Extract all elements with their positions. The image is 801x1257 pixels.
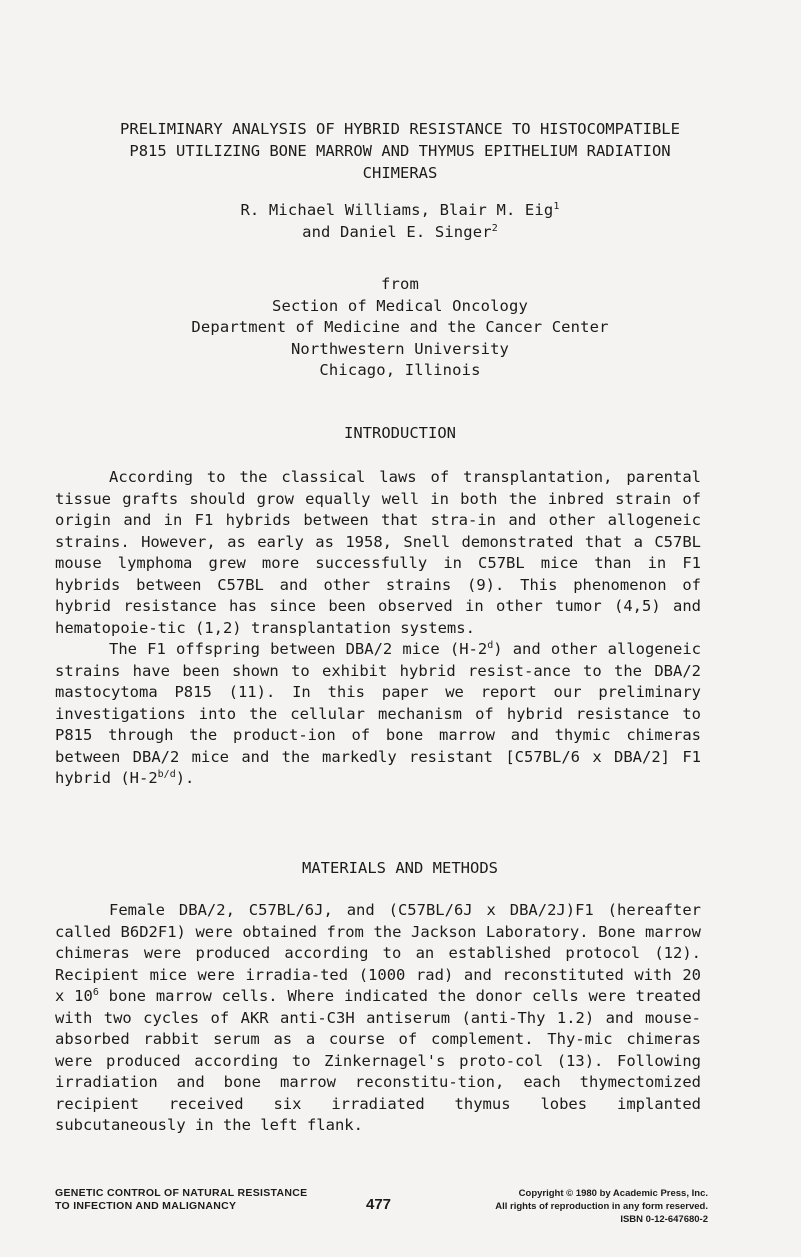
paragraph-text: bone marrow cells. Where indicated the donor cells were treated with two cycles of AKR anti-C3H antiserum (anti-Thy 1.2) and mouse-absorbed rabbit serum as a course of complement. Thy-mic chimeras were produced according to Zinkernagel's proto-col (13). Following irradiation and bone marrow reconstitu-tion, each thymectomized recipient received six irradiated thymus lobes implanted subcutaneously in the left flank. [55,987,702,1134]
affiliation-line: Chicago, Illinois [319,361,481,379]
author-list [40,200,760,243]
isbn: ISBN 0-12-647680-2 [620,1214,708,1225]
rights-line: All rights of reproduction in any form reserved. [495,1201,708,1212]
paragraph-text: Female DBA/2, C57BL/6J, and (C57BL/6J x DBA/2J)F1 (hereafter called B6D2F1) were obtained from the Jackson Laboratory. Bone marrow chimeras were produced according to an established protocol (12). Recipient mice were irradia-ted (1000 rad) and reconstituted with 20 x 10 [55,901,701,1005]
methods-body [55,900,701,1137]
section-heading-methods: MATERIALS AND METHODS [302,859,498,877]
superscript: b/d [157,768,176,780]
paragraph-text: ). [175,769,195,787]
paragraph: According to the classical laws of transplantation, parental tissue grafts should grow equally well in both the inbred strain of origin and in F1 hybrids between that stra-in and other allogeneic strains. However, as early as 1958, Snell demonstrated that a C57BL mouse lymphoma grew more successfully in C57BL mice than in F1 hybrids between C57BL and other strains (9). This phenomenon of hybrid resistance has since been observed in other tumor (4,5) and hematopoie-tic (1,2) transplantation systems. [55,468,701,637]
book-title [55,1187,307,1213]
affiliation [40,274,760,382]
author-line [40,200,760,222]
paragraph-text: The F1 offspring between DBA/2 mice (H-2 [109,640,488,658]
book-title-line: GENETIC CONTROL OF NATURAL RESISTANCE [55,1187,308,1199]
affiliation-line: Department of Medicine and the Cancer Center [191,318,609,336]
paragraph [55,639,701,790]
footnote-marker: 2 [491,222,498,234]
title-line: P815 UTILIZING BONE MARROW AND THYMUS EPITHELIUM RADIATION [129,142,671,160]
copyright-notice [495,1187,708,1226]
author-names: and Daniel E. Singer [302,222,492,241]
title-line: CHIMERAS [362,164,438,182]
paper-title [40,118,760,184]
title-line: PRELIMINARY ANALYSIS OF HYBRID RESISTANCE TO HISTOCOMPATIBLE [120,120,680,138]
copyright-line: Copyright © 1980 by Academic Press, Inc. [518,1188,708,1199]
section-heading-introduction: INTRODUCTION [344,424,456,442]
page-footer [0,1186,801,1246]
book-title-line: TO INFECTION AND MALIGNANCY [55,1200,237,1212]
page-number: 477 [366,1196,392,1213]
affiliation-from: from [381,275,419,293]
superscript: 6 [92,986,99,998]
introduction-body [55,467,701,790]
paragraph-text: ) and other allogeneic strains have been shown to exhibit hybrid resist-ance to the DBA/2 mastocytoma P815 (11). In this paper we report our preliminary investigations into the cellular mechanism of hybrid resistance to P815 through the product-ion of bone marrow and thymic chimeras between DBA/2 mice and the markedly resistant [C57BL/6 x DBA/2] F1 hybrid (H-2 [55,640,701,787]
affiliation-line: Section of Medical Oncology [271,296,528,315]
superscript: d [487,639,494,651]
paragraph [55,900,701,1137]
affiliation-line: Northwestern University [290,339,510,358]
footnote-marker: 1 [553,200,560,212]
author-names: R. Michael Williams, Blair M. Eig [240,201,554,219]
author-line [40,222,760,244]
